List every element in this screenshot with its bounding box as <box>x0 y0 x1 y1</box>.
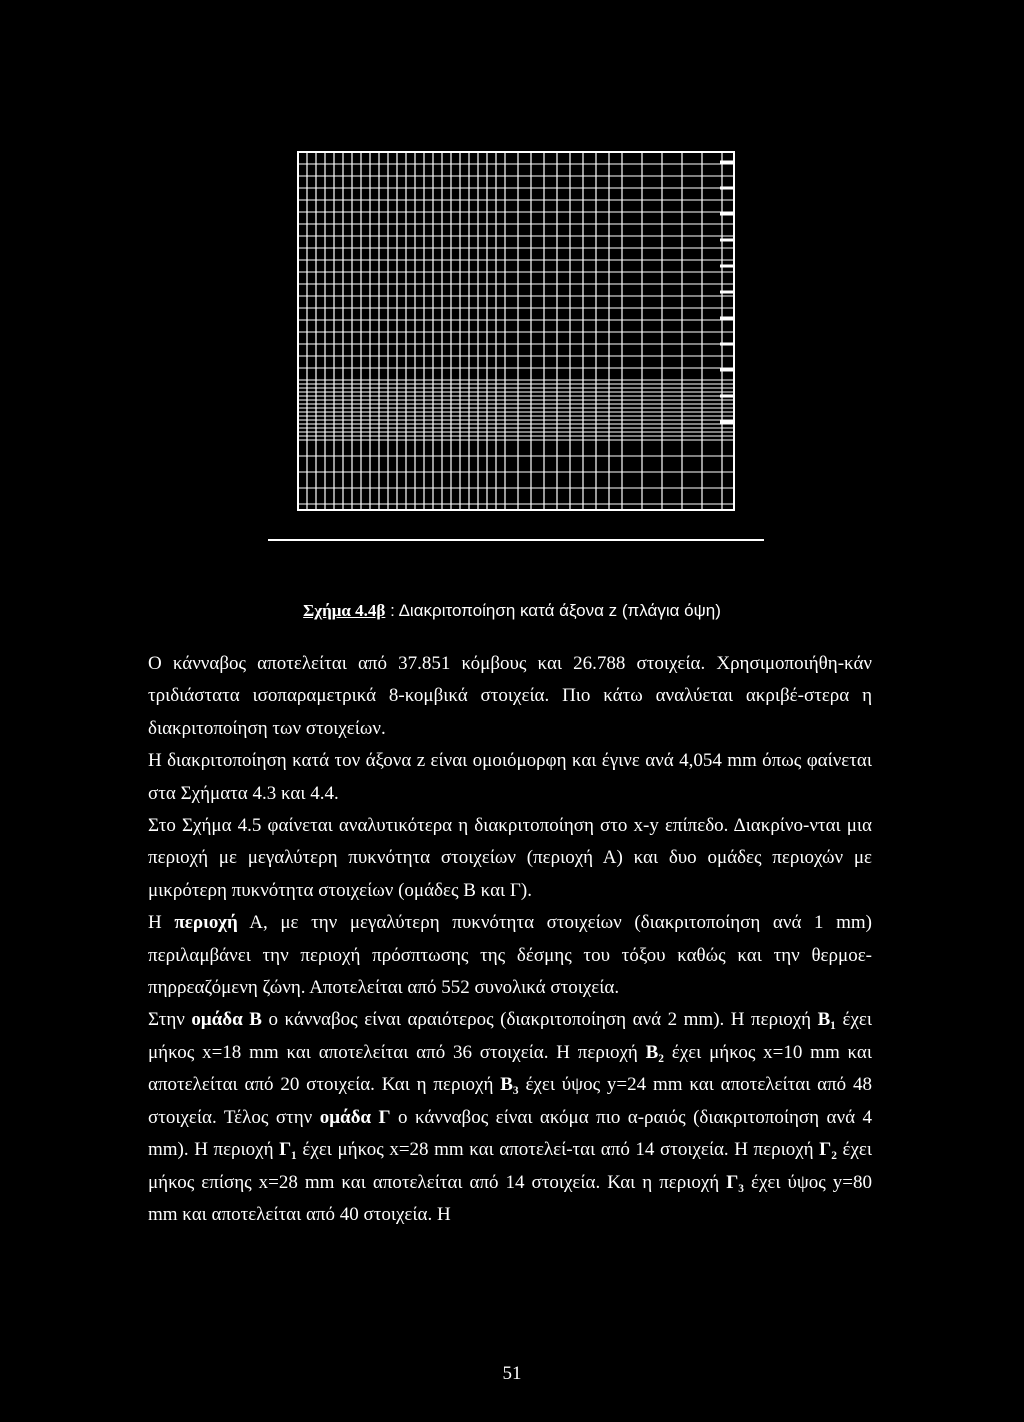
text-run: έχει μήκος x=10 mm και αποτελείται από 20 στοιχεία. Και η περιοχή <box>148 1041 872 1096</box>
text-run: έχει ύψος y=80 mm και αποτελείται από 40 στοιχεία. Η <box>148 1171 873 1225</box>
text-run: Στο Σχήμα 4.5 φαίνεται αναλυτικότερα η διακριτοποίηση στο x-y επίπεδο. Διακρίνο-νται μια περιοχή με μεγαλύτερη πυκνότητα στοιχείων (περιοχή Α) και δυο ομάδες περιοχών με μικρότερη πυκνότητα στοιχείων (ομάδες Β και Γ). <box>148 815 872 901</box>
text-run: έχει μήκος x=28 mm και αποτελεί-ται από 14 στοιχεία. Η περιοχή <box>296 1139 820 1161</box>
paragraph <box>148 648 872 745</box>
figure-caption-text: Διακριτοποίηση κατά άξονα z (πλάγια όψη) <box>398 601 721 620</box>
paragraph <box>148 1004 872 1231</box>
figure-caption-separator: : <box>385 601 399 620</box>
text-run: έχει ύψος y=24 mm και αποτελείται από 48 στοιχεία. Τέλος στην <box>148 1074 872 1128</box>
text-run: Η διακριτοποίηση κατά τον άξονα z είναι ομοιόμορφη και έγινε ανά 4,054 mm όπως φαίνεται στα Σχήματα 4.3 και 4.4. <box>148 750 872 804</box>
text-run: ο κάνναβος είναι ακόμα πιο α-ραιός (διακριτοποίηση ανά 4 mm). Η περιοχή <box>148 1106 872 1161</box>
body-text <box>148 648 872 1231</box>
bold-term: Γ₂ <box>819 1139 837 1161</box>
bold-term: ομάδα Γ <box>319 1106 391 1128</box>
page-number: 51 <box>502 1363 522 1384</box>
text-run: ο κάνναβος είναι αραιότερος (διακριτοποίηση ανά 2 mm). Η περιοχή <box>261 1009 818 1031</box>
mesh-grid-drawing <box>260 140 770 570</box>
mesh-figure <box>260 140 770 570</box>
paragraph <box>148 907 872 1004</box>
bold-term: Β₃ <box>500 1074 519 1096</box>
text-run: έχει μήκος x=18 mm και αποτελείται από 36 στοιχεία. Η περιοχή <box>148 1009 872 1063</box>
text-run: Ο κάνναβος αποτελείται από 37.851 κόμβους και 26.788 στοιχεία. Χρησιμοποιήθη-κάν τριδιάστατα ισοπαραμετρικά 8-κομβικά στοιχεία. Πιο κάτω αναλύεται ακριβέ-στερα η διακριτοποίηση των στοιχείων. <box>148 653 872 739</box>
text-run: Α, με την μεγαλύτερη πυκνότητα στοιχείων (διακριτοποίηση ανά 1 mm) περιλαμβάνει την περιοχή πρόσπτωσης της δέσμης του τόξου καθώς και την θερμοε-πηρρεαζόμενη ζώνη. Αποτελείται από 552 συνολικά στοιχεία. <box>148 912 872 999</box>
text-run: έχει μήκος επίσης x=28 mm και αποτελείται από 14 στοιχεία. Και η περιοχή <box>148 1139 872 1193</box>
bold-term: Γ₃ <box>726 1171 745 1193</box>
bold-term: περιοχή <box>174 912 238 934</box>
figure-caption-label: Σχήμα 4.4β <box>303 601 386 620</box>
bold-term: Γ₁ <box>279 1139 297 1161</box>
text-run: Η <box>148 912 175 934</box>
text-run: Στην <box>148 1009 192 1031</box>
bold-term: ομάδα Β <box>191 1009 262 1031</box>
figure-caption <box>0 600 1024 622</box>
paragraph <box>148 745 872 810</box>
paragraph <box>148 810 872 907</box>
bold-term: Β₂ <box>645 1041 664 1063</box>
bold-term: Β₁ <box>817 1009 836 1031</box>
